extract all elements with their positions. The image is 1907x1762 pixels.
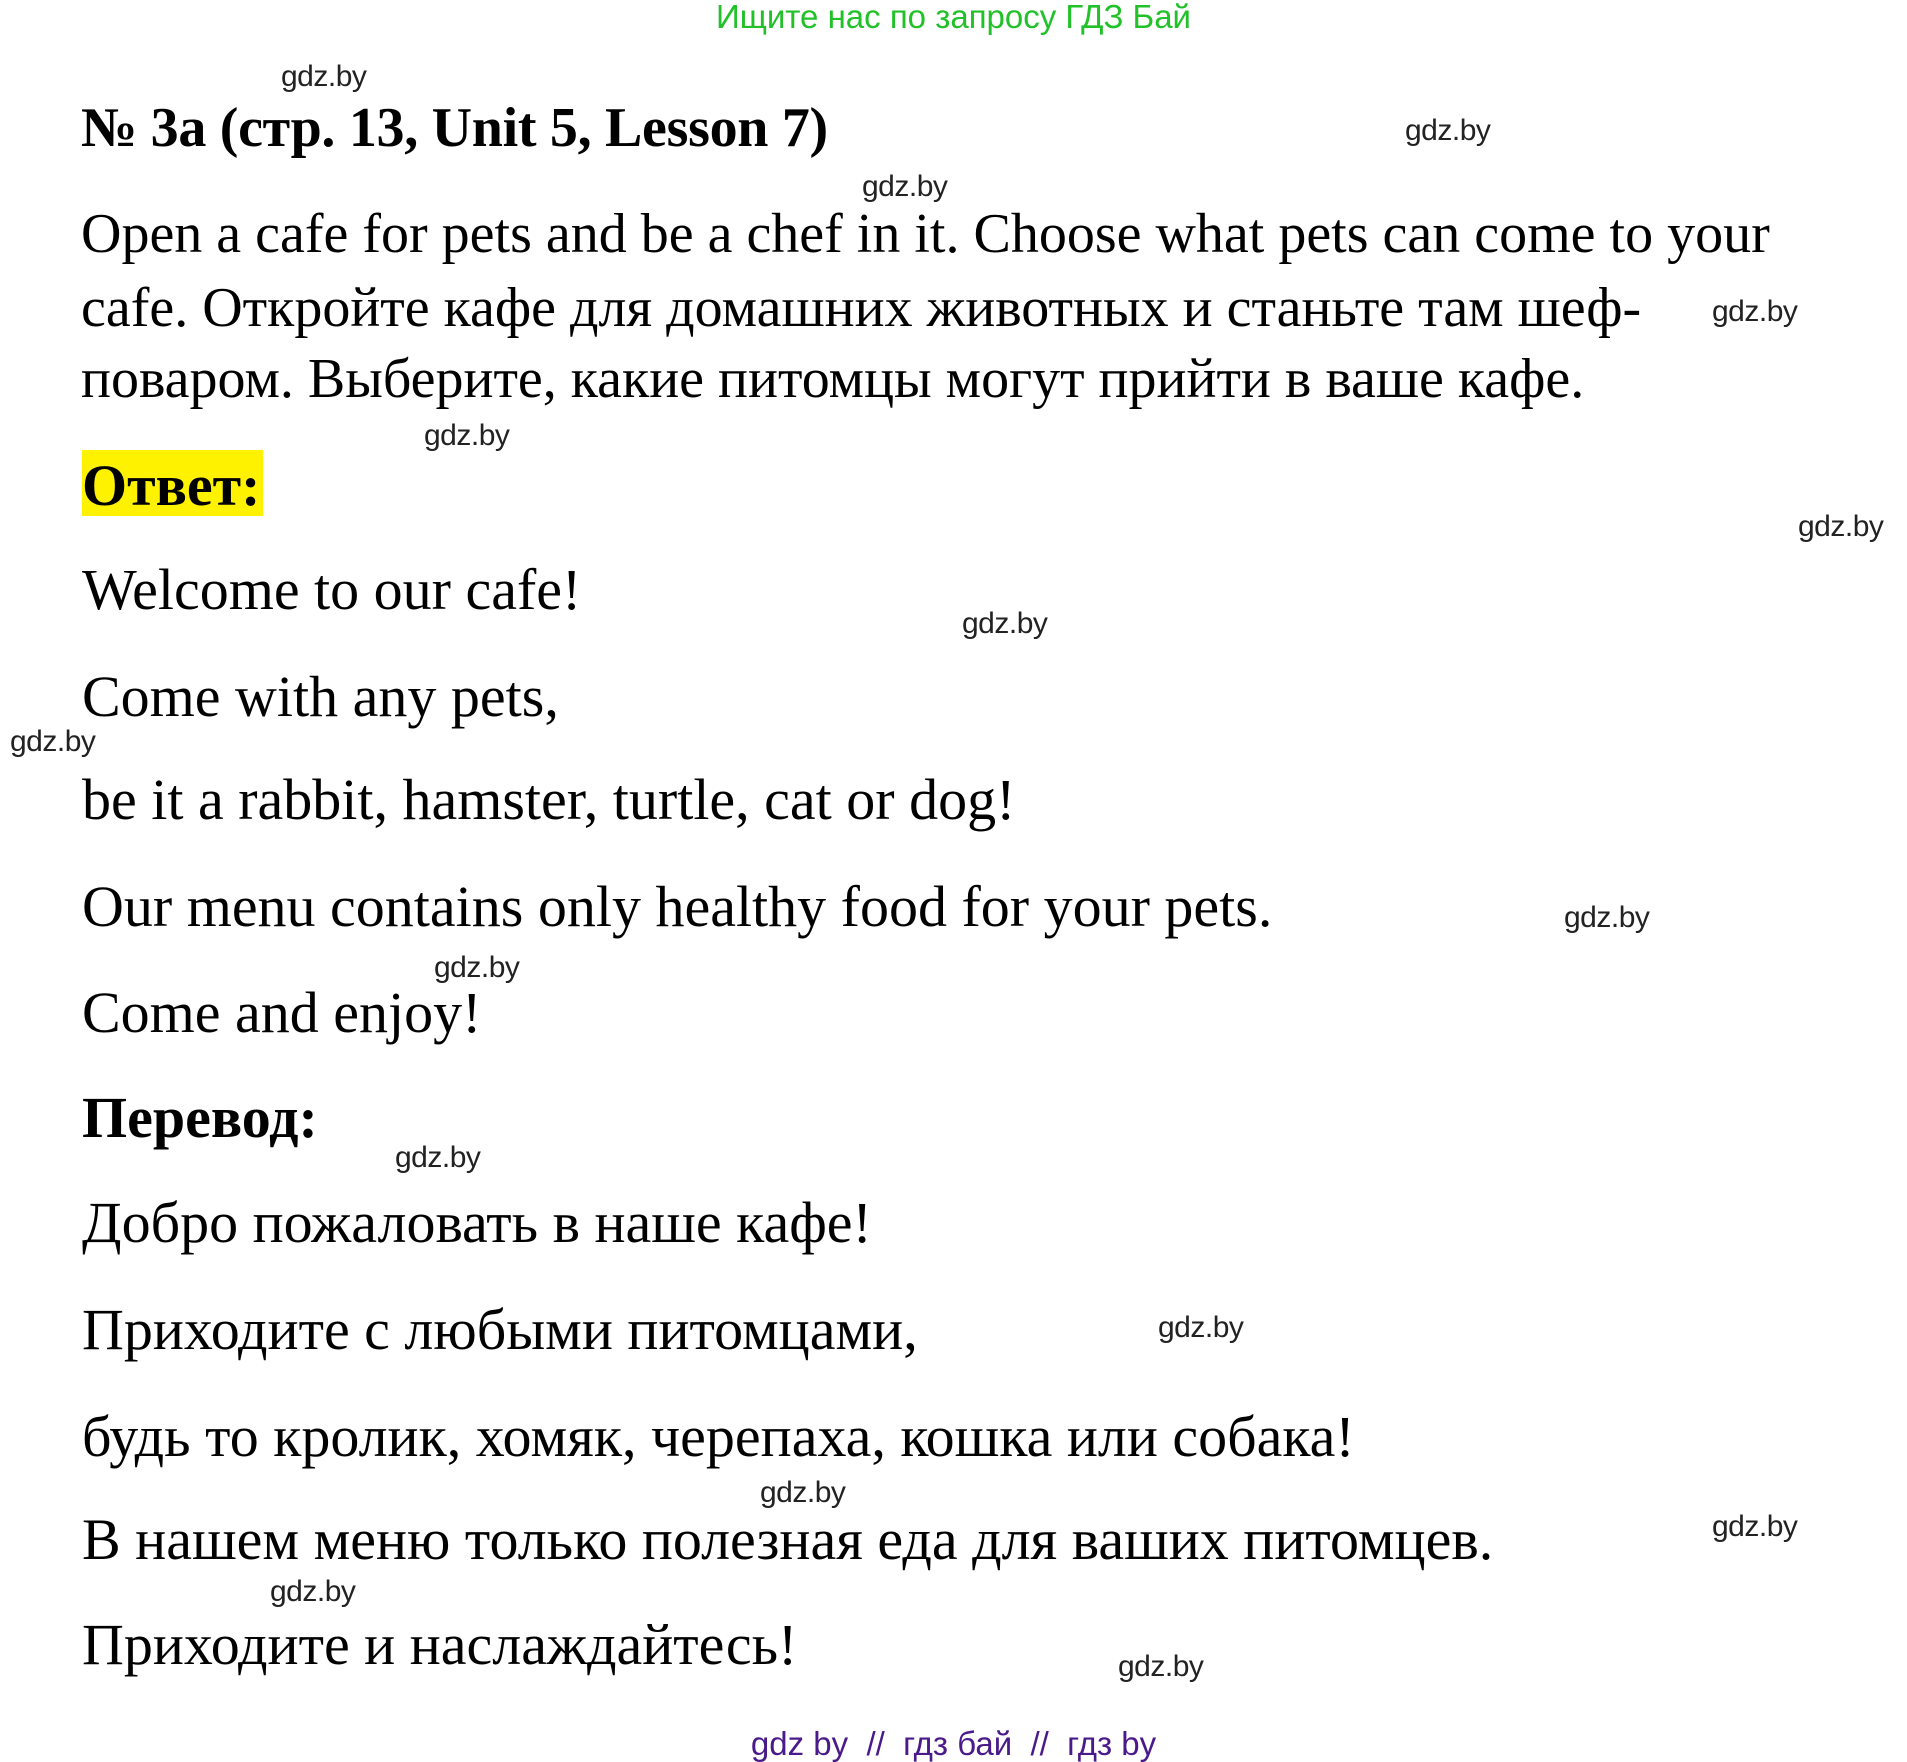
- answer-line-5: Come and enjoy!: [82, 980, 482, 1045]
- task-line-1: Open a cafe for pets and be a chef in it. Choose what pets can come to your: [81, 203, 1770, 265]
- answer-line-4: Our menu contains only healthy food for your pets.: [82, 874, 1273, 939]
- translation-line-5: Приходите и наслаждайтесь!: [82, 1612, 798, 1677]
- watermark: gdz.by: [281, 60, 367, 93]
- watermark: gdz.by: [434, 951, 520, 984]
- answer-label: Ответ:: [82, 453, 261, 518]
- translation-label: Перевод:: [82, 1085, 318, 1150]
- watermark: gdz.by: [1798, 510, 1884, 543]
- answer-line-3: be it a rabbit, hamster, turtle, cat or dog!: [82, 767, 1016, 832]
- watermark: gdz.by: [1405, 114, 1491, 147]
- watermark: gdz.by: [1712, 295, 1798, 328]
- watermark: gdz.by: [1564, 901, 1650, 934]
- task-line-2: cafe. Откройте кафе для домашних животных и станьте там шеф-: [81, 277, 1642, 339]
- exercise-title: № 3а (стр. 13, Unit 5, Lesson 7): [81, 97, 828, 159]
- top-banner: Ищите нас по запросу ГДЗ Бай: [716, 0, 1191, 35]
- watermark: gdz.by: [1158, 1311, 1244, 1344]
- translation-line-4: В нашем меню только полезная еда для ваших питомцев.: [82, 1507, 1494, 1572]
- watermark: gdz.by: [10, 725, 96, 758]
- watermark: gdz.by: [862, 170, 948, 203]
- answer-line-2: Come with any pets,: [82, 664, 559, 729]
- watermark: gdz.by: [962, 607, 1048, 640]
- translation-line-3: будь то кролик, хомяк, черепаха, кошка или собака!: [82, 1404, 1355, 1469]
- watermark: gdz.by: [1118, 1650, 1204, 1683]
- answer-line-1: Welcome to our cafe!: [82, 557, 582, 622]
- translation-line-2: Приходите с любыми питомцами,: [82, 1297, 918, 1362]
- task-line-3: поваром. Выберите, какие питомцы могут прийти в ваше кафе.: [81, 348, 1585, 410]
- translation-line-1: Добро пожаловать в наше кафе!: [82, 1190, 872, 1255]
- watermark: gdz.by: [760, 1476, 846, 1509]
- watermark: gdz.by: [270, 1575, 356, 1608]
- watermark: gdz.by: [395, 1141, 481, 1174]
- watermark: gdz.by: [1712, 1510, 1798, 1543]
- watermark: gdz.by: [424, 419, 510, 452]
- bottom-banner: gdz by // гдз бай // гдз by: [750, 1725, 1157, 1762]
